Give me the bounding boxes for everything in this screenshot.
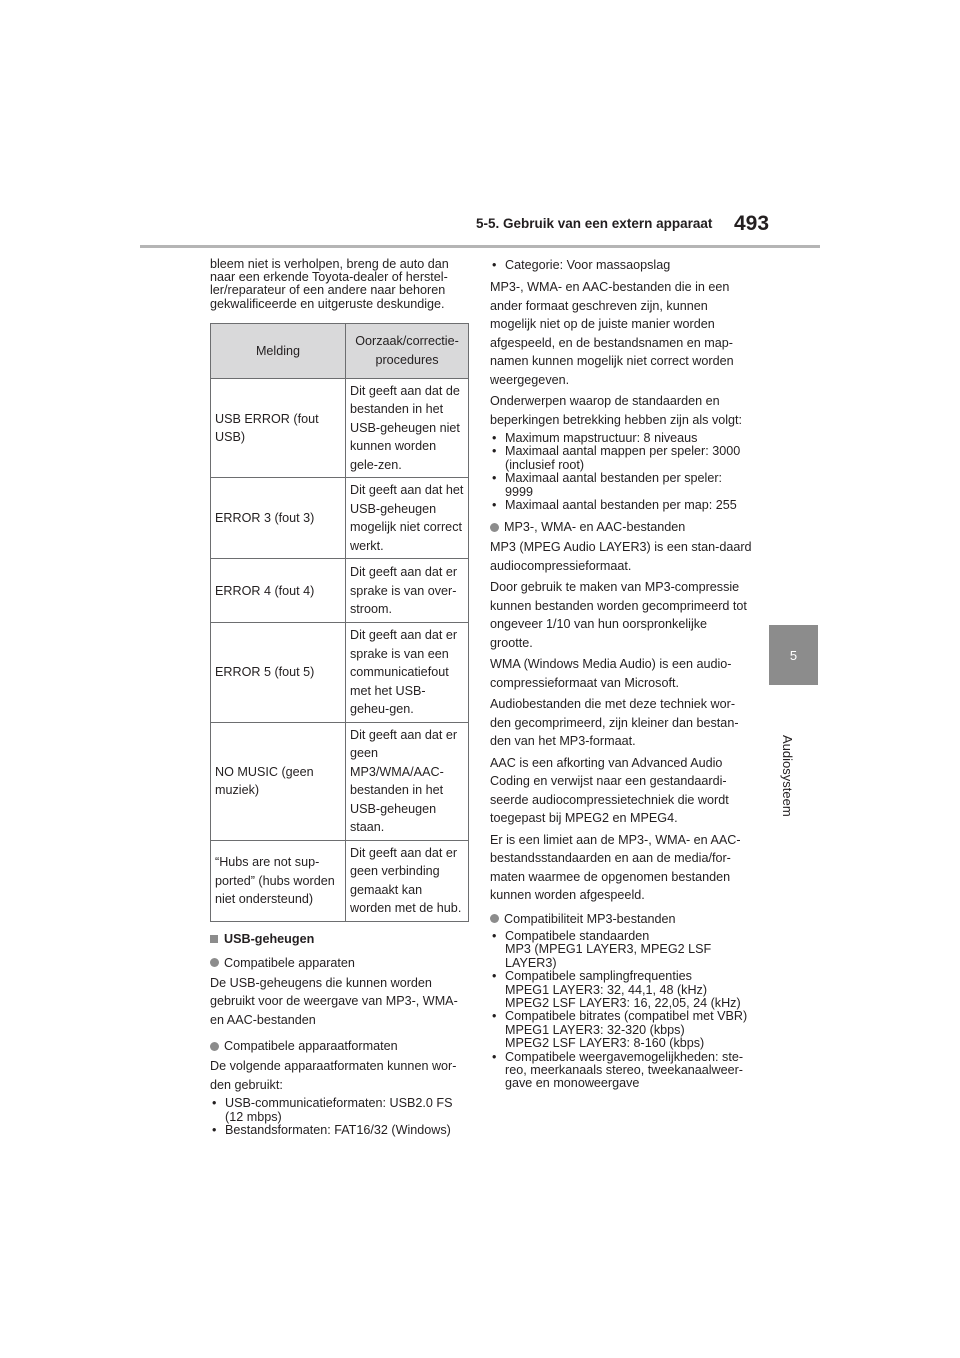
table-cell-message: USB ERROR (fout USB): [211, 378, 346, 478]
list-item: • Maximaal aantal bestanden per speler: 9999: [490, 472, 752, 499]
circle-bullet-icon: [210, 958, 219, 967]
compatible-formats-text: De volgende apparaatformaten kunnen wor-den gebruikt:: [210, 1059, 457, 1092]
audio-files-heading-text: MP3-, WMA- en AAC-bestanden: [504, 520, 686, 535]
paragraph: Er is een limiet aan de MP3-, WMA- en AAC-bestandsstandaarden en aan de media/for-maten waarmee de opgenomen bestanden kunnen worden afgespeeld.: [490, 832, 741, 903]
paragraph: Audiobestanden die met deze techniek wor-den gecomprimeerd, zijn kleiner dan bestan-den van het MP3-formaat.: [490, 697, 739, 749]
list-item: • Categorie: Voor massaopslag: [490, 258, 752, 273]
list-item-title: • Compatibele samplingfrequenties: [505, 969, 692, 984]
circle-bullet-icon: [490, 523, 499, 532]
table-row: [211, 378, 469, 478]
list-item-line: MP3 (MPEG1 LAYER3, MPEG2 LSF LAYER3): [505, 942, 712, 970]
left-column: [210, 258, 472, 1138]
list-item-line: MPEG2 LSF LAYER3: 8-160 (kbps): [505, 1036, 705, 1051]
circle-bullet-icon: [490, 914, 499, 923]
header-divider: [140, 245, 820, 248]
table-row: [211, 478, 469, 559]
paragraph: MP3 (MPEG Audio LAYER3) is een stan-daard audiocompressieformaat.: [490, 540, 752, 573]
usb-memory-heading-text: USB-geheugen: [224, 931, 315, 946]
compatible-devices-text: De USB-geheugens die kunnen worden gebruikt voor de weergave van MP3-, WMA- en AAC-bestanden: [210, 975, 458, 1027]
audio-files-heading: [490, 518, 752, 536]
paragraph: AAC is een afkorting van Advanced Audio Coding en verwijst naar een gestandaardi-seerde audiocompressietechniek die wordt toegepast bij MPEG2 en MPEG4.: [490, 755, 729, 826]
table-cell-cause: Dit geeft aan dat er geen verbinding gemaakt kan worden met de hub.: [346, 840, 469, 921]
list-item-line: MPEG1 LAYER3: 32-320 (kbps): [505, 1022, 685, 1037]
usb-memory-heading: [210, 930, 472, 948]
intro-paragraph: bleem niet is verholpen, breng de auto dan naar een erkende Toyota-dealer of herstel-ler/reparateur of een andere naar behoren gekwalificeerde en uitgeruste deskundige.: [210, 257, 449, 311]
page-number: 493: [734, 212, 770, 235]
table-cell-cause: Dit geeft aan dat het USB-geheugen mogelijk niet correct werkt.: [346, 478, 469, 559]
compatible-formats-heading: [210, 1037, 472, 1055]
circle-bullet-icon: [210, 1042, 219, 1051]
table-cell-cause: Dit geeft aan dat er geen MP3/WMA/AAC-bestanden in het USB-geheugen staan.: [346, 722, 469, 840]
square-bullet-icon: [210, 935, 218, 943]
list-item: • Bestandsformaten: FAT16/32 (Windows): [210, 1124, 472, 1137]
paragraph: Onderwerpen waarop de standaarden en beperkingen betrekking hebben zijn als volgt:: [490, 394, 743, 427]
compatible-formats-heading-text: Compatibele apparaatformaten: [224, 1039, 398, 1054]
chapter-number: 5: [789, 647, 798, 663]
mp3-compatibility-heading-text: Compatibiliteit MP3-bestanden: [504, 911, 676, 926]
list-item: [490, 930, 752, 970]
list-item-line: MPEG1 LAYER3: 32, 44,1, 48 (kHz): [505, 982, 708, 997]
error-message-table: [210, 323, 469, 922]
compatible-devices-heading: [210, 954, 472, 972]
list-item: • Maximaal aantal bestanden per map: 255: [490, 499, 752, 512]
chapter-title: Audiosysteem: [780, 735, 795, 817]
list-item: • Maximum mapstructuur: 8 niveaus: [490, 432, 752, 445]
paragraph: MP3-, WMA- en AAC-bestanden die in een ander formaat geschreven zijn, kunnen mogelijk niet op de juiste manier worden afgespeeld, en de bestandsnamen en map-namen kunnen mogelijk niet correct worden weergegeven.: [490, 280, 734, 387]
list-item-title: • Compatibele weergavemogelijkheden: ste-reo, meerkanaals stereo, tweekanaalweer-gave en monoweergave: [505, 1049, 744, 1091]
list-item: [490, 1010, 752, 1050]
table-cell-message: NO MUSIC (geen muziek): [211, 722, 346, 840]
paragraph: WMA (Windows Media Audio) is een audio-compressieformaat van Microsoft.: [490, 657, 732, 690]
table-cell-message: ERROR 5 (fout 5): [211, 623, 346, 723]
list-item-line: MPEG2 LSF LAYER3: 16, 22,05, 24 (kHz): [505, 995, 741, 1010]
right-column: [490, 258, 752, 1091]
mp3-compatibility-heading: [490, 910, 752, 928]
table-row: [211, 840, 469, 921]
chapter-tab[interactable]: [769, 625, 818, 685]
table-cell-message: ERROR 4 (fout 4): [211, 559, 346, 623]
section-title: 5-5. Gebruik van een extern apparaat: [476, 216, 713, 231]
table-cell-cause: Dit geeft aan dat er sprake is van over-stroom.: [346, 559, 469, 623]
list-item-title: • Compatibele bitrates (compatibel met VBR): [505, 1009, 748, 1024]
table-row: [211, 722, 469, 840]
table-row: [211, 559, 469, 623]
table-cell-message: ERROR 3 (fout 3): [211, 478, 346, 559]
table-cell-cause: Dit geeft aan dat de bestanden in het USB-geheugen niet kunnen worden gele-zen.: [346, 378, 469, 478]
list-item: [490, 1051, 752, 1091]
table-cell-cause: Dit geeft aan dat er sprake is van een communicatiefout met het USB-geheu-gen.: [346, 623, 469, 723]
compatible-devices-heading-text: Compatibele apparaten: [224, 955, 355, 970]
list-item-title: • Compatibele standaarden: [505, 928, 650, 943]
table-header-row: [211, 323, 469, 378]
list-item: • USB-communicatieformaten: USB2.0 FS (12 mbps): [210, 1097, 472, 1124]
table-row: [211, 623, 469, 723]
column-header-message: Melding: [211, 323, 346, 378]
list-item: [490, 970, 752, 1010]
list-item: • Maximaal aantal mappen per speler: 3000 (inclusief root): [490, 445, 752, 472]
table-cell-message: “Hubs are not sup-ported” (hubs worden niet ondersteund): [211, 840, 346, 921]
column-header-cause: Oorzaak/correctie-procedures: [346, 323, 469, 378]
paragraph: Door gebruik te maken van MP3-compressie kunnen bestanden worden gecomprimeerd tot ongeveer 1/10 van hun oorspronkelijke grootte.: [490, 580, 747, 650]
